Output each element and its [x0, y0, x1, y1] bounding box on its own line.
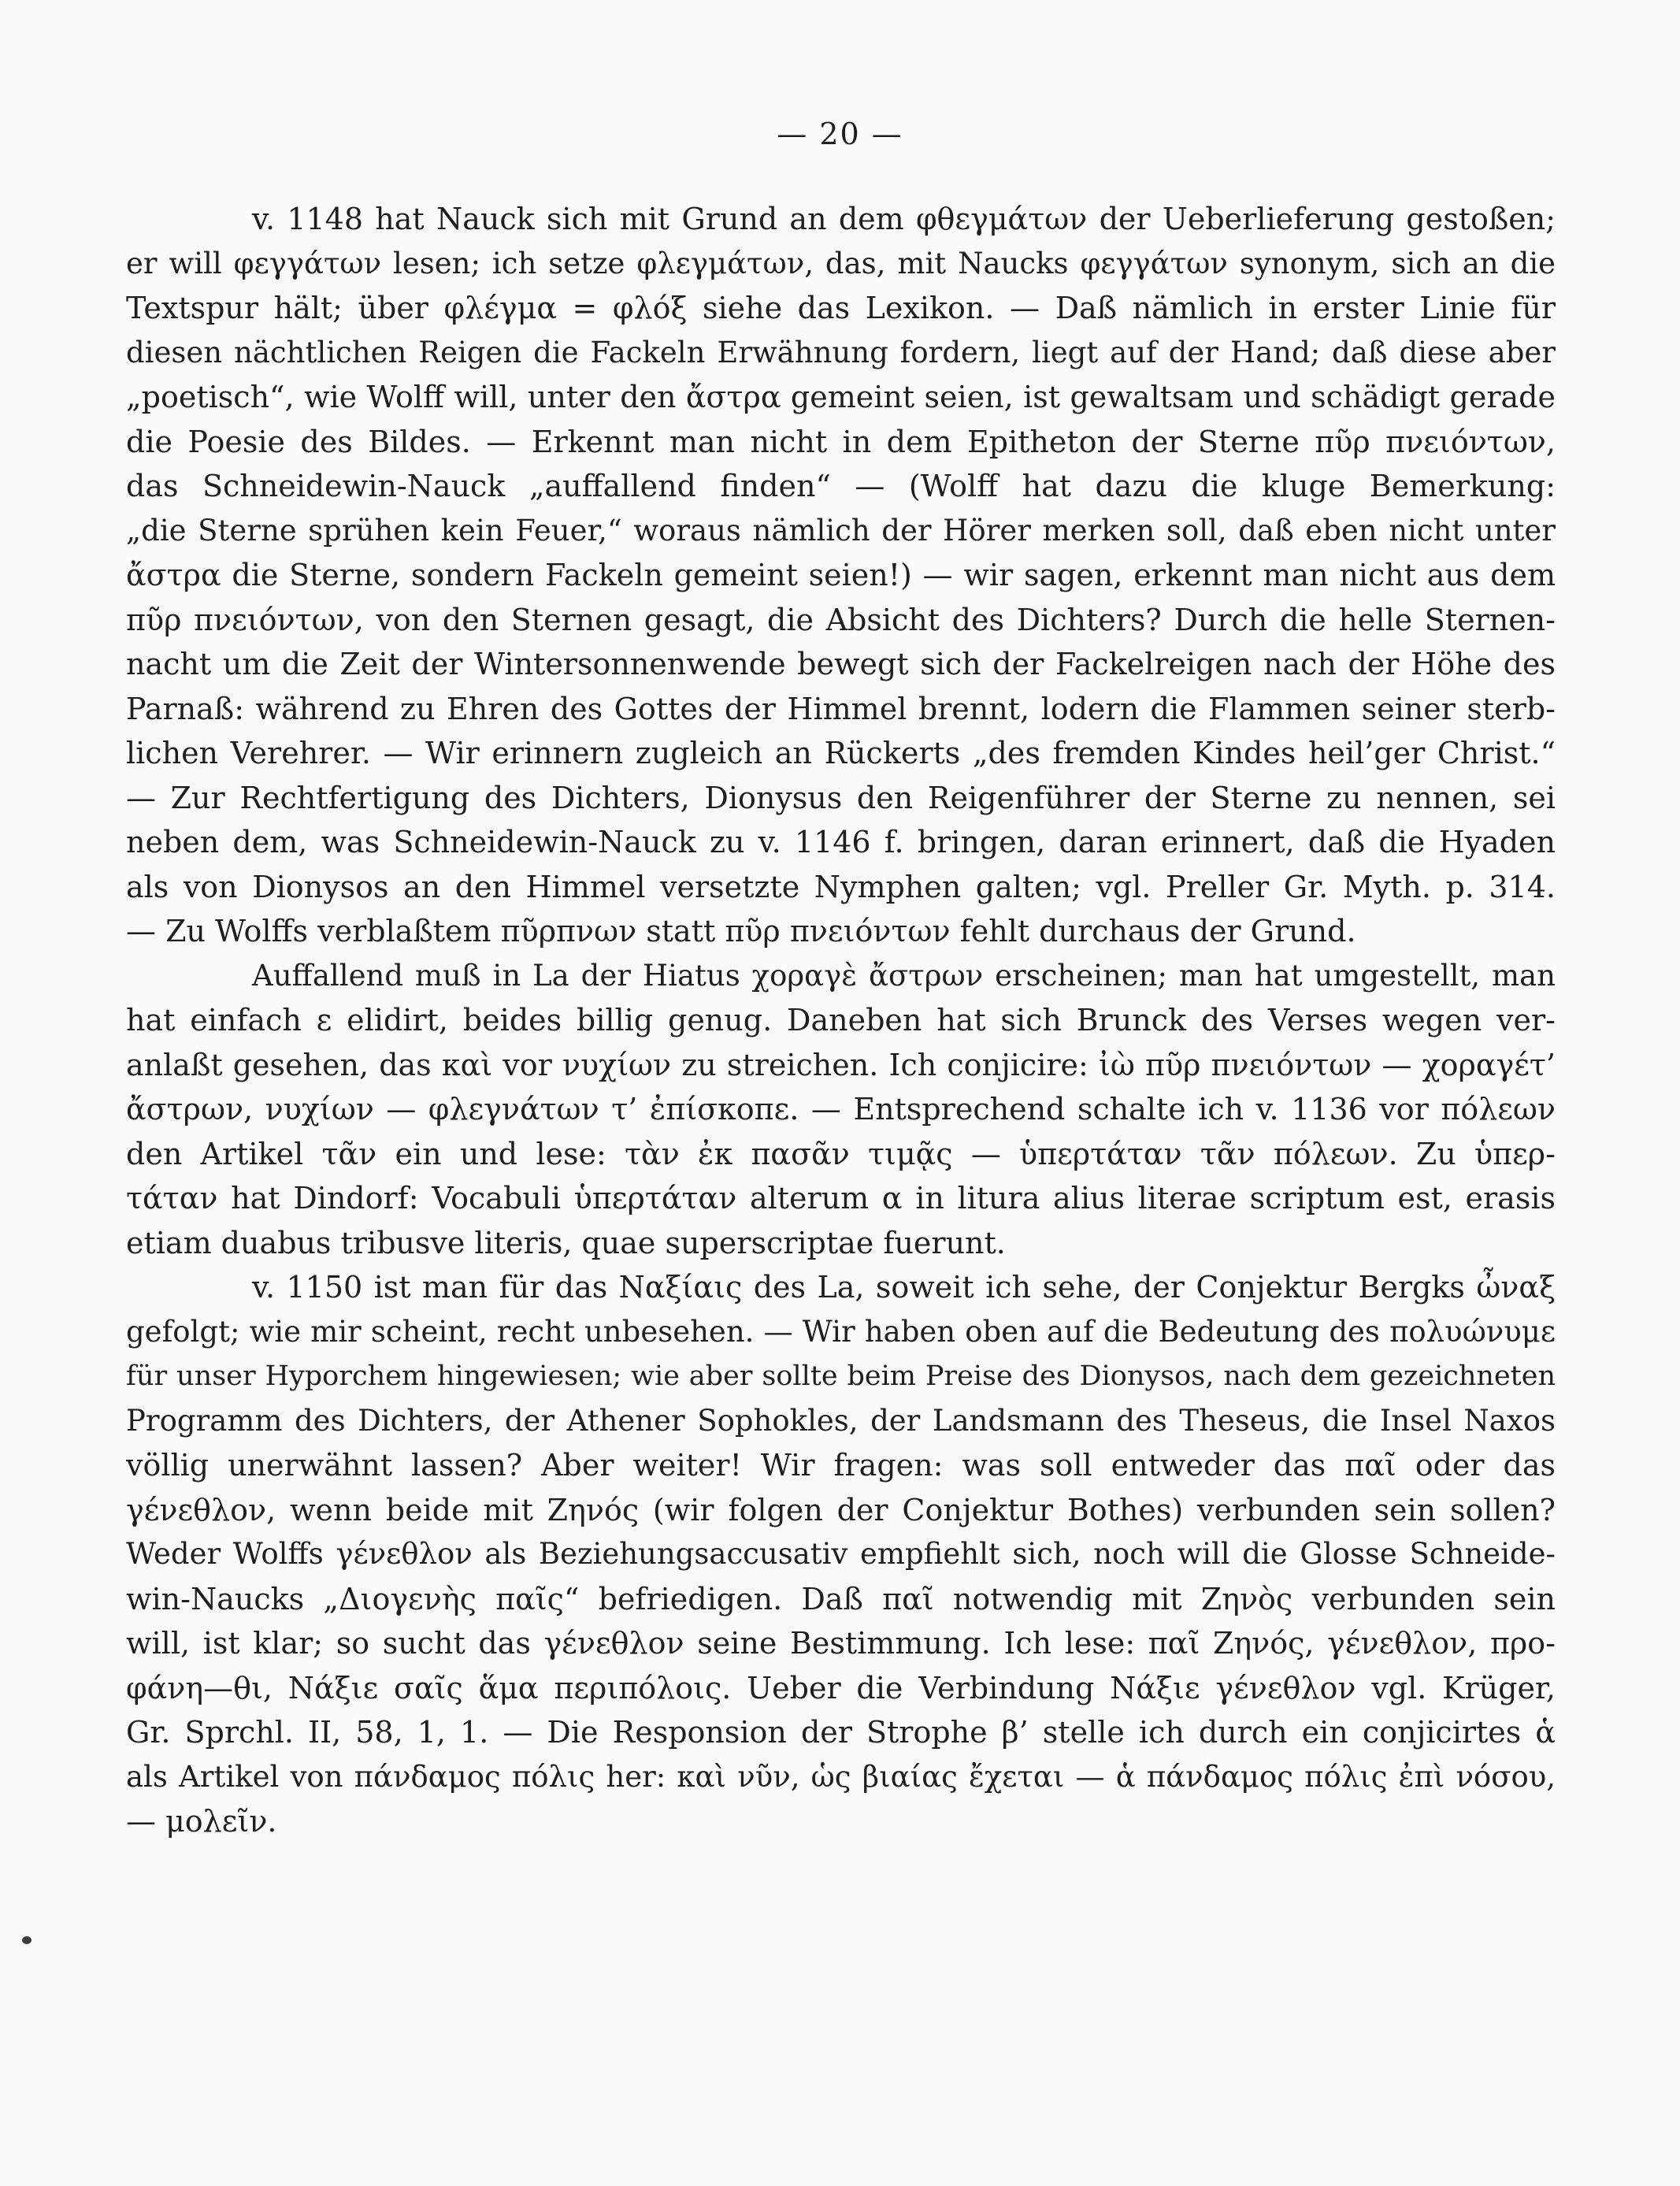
text-line: πῦρ πνειόντων, von den Sternen gesagt, die Absicht des Dichters? Durch die helle Sternen- [126, 602, 1556, 637]
text-line: er will φεγγάτων lesen; ich setze φλεγμάτων, das, mit Naucks φεγγάτων synonym, sich an die [126, 246, 1556, 280]
text-line: will, ist klar; so sucht das γένεθλον seine Bestimmung. Ich lese: παῖ Ζηνός, γένεθλον, προ- [126, 1626, 1556, 1661]
text-line: das Schneidewin-Nauck „auffallend finden“ — (Wolff hat dazu die kluge Bemerkung: [126, 469, 1556, 503]
page-number: — 20 — [777, 117, 903, 151]
text-line: ἄστρων, νυχίων — φλεγνάτων τ’ ἐπίσκοπε. — Entsprechend schalte ich v. 1136 vor πόλεων [126, 1092, 1556, 1126]
text-line: die Poesie des Bildes. — Erkennt man nicht in dem Epitheton der Sterne πῦρ πνειόντων, [126, 424, 1556, 459]
text-line: für unser Hyporchem hingewiesen; wie aber sollte beim Preise des Dionysos, nach dem gezeichneten [126, 1360, 1556, 1392]
body-text [126, 197, 1556, 1844]
text-line: den Artikel τᾶν ein und lese: τὰν ἐκ πασᾶν τιμᾷς — ὑπερτάταν τᾶν πόλεων. Zu ὑπερ- [126, 1136, 1556, 1171]
text-line: völlig unerwähnt lassen? Aber weiter! Wir fragen: was soll entweder das παῖ oder das [126, 1448, 1556, 1483]
text-line: Textspur hält; über φλέγμα = φλόξ siehe das Lexikon. — Daß nämlich in erster Linie für [126, 291, 1556, 325]
text-line: „poetisch“, wie Wolff will, unter den ἄστρα gemeint seien, ist gewaltsam und schädigt gerade [126, 380, 1556, 414]
text-line: anlaßt gesehen, das καὶ vor νυχίων zu streichen. Ich conjicire: ἰὼ πῦρ πνειόντων — χοραγέτ’ [126, 1047, 1556, 1082]
text-line: γένεθλον, wenn beide mit Ζηνός (wir folgen der Conjektur Bothes) verbunden sein sollen? [126, 1492, 1556, 1527]
text-line: lichen Verehrer. — Wir erinnern zugleich an Rückerts „des fremden Kindes heil’ger Christ.“ [126, 736, 1556, 770]
text-line: v. 1150 ist man für das Ναξίαις des La, soweit ich sehe, der Conjektur Bergks ὦναξ [252, 1270, 1556, 1305]
text-line: diesen nächtlichen Reigen die Fackeln Erwähnung fordern, liegt auf der Hand; daß diese aber [126, 335, 1556, 369]
text-line: φάνη—θι, Νάξιε σαῖς ἅμα περιπόλοις. Ueber die Verbindung Νάξιε γένεθλον vgl. Krüger, [126, 1670, 1556, 1705]
text-line: — Zu Wolffs verblaßtem πῦρπνων statt πῦρ πνειόντων fehlt durchaus der Grund. [126, 914, 1356, 948]
print-speck [22, 1936, 32, 1944]
text-line: Programm des Dichters, der Athener Sophokles, der Landsmann des Theseus, die Insel Naxos [126, 1403, 1556, 1438]
text-line: „die Sterne sprühen kein Feuer,“ woraus nämlich der Hörer merken soll, daß eben nicht unter [126, 513, 1556, 547]
text-line: als von Dionysos an den Himmel versetzte Nymphen galten; vgl. Preller Gr. Myth. p. 314. [126, 869, 1556, 904]
text-line: Gr. Sprchl. II, 58, 1, 1. — Die Responsion der Strophe β’ stelle ich durch ein conjicirtes ἁ [126, 1715, 1556, 1750]
text-line: v. 1148 hat Nauck sich mit Grund an dem φθεγμάτων der Ueberlieferung gestoßen; [252, 202, 1556, 236]
text-line: Weder Wolffs γένεθλον als Beziehungsaccusativ empfiehlt sich, noch will die Glosse Schneide- [126, 1537, 1556, 1571]
text-line: etiam duabus tribusve literis, quae superscriptae fuerunt. [126, 1225, 1006, 1260]
text-line: Parnaß: während zu Ehren des Gottes der Himmel brennt, lodern die Flammen seiner sterb- [126, 691, 1556, 726]
text-line: ἄστρα die Sterne, sondern Fackeln gemeint seien!) — wir sagen, erkennt man nicht aus dem [126, 558, 1556, 592]
text-line: hat einfach ε elidirt, beides billig genug. Daneben hat sich Brunck des Verses wegen ver- [126, 1003, 1556, 1037]
text-line: win-Naucks „Διογενὴς παῖς“ befriedigen. Daß παῖ notwendig mit Ζηνὸς verbunden sein [126, 1581, 1556, 1616]
text-line: neben dem, was Schneidewin-Nauck zu v. 1146 f. bringen, daran erinnert, daß die Hyaden [126, 825, 1556, 859]
text-line: als Artikel von πάνδαμος πόλις her: καὶ νῦν, ὡς βιαίας ἔχεται — ἁ πάνδαμος πόλις ἐπὶ νόσου, [126, 1759, 1556, 1794]
text-line: gefolgt; wie mir scheint, recht unbesehen. — Wir haben oben auf die Bedeutung des πολυώνυμε [126, 1314, 1556, 1349]
text-line: τάταν hat Dindorf: Vocabuli ὑπερτάταν alterum α in litura alius literae scriptum est, erasis [126, 1181, 1556, 1215]
text-line: Auffallend muß in La der Hiatus χοραγὲ ἄστρων erscheinen; man hat umgestellt, man [252, 958, 1556, 993]
text-line: — Zur Rechtfertigung des Dichters, Dionysus den Reigenführer der Sterne zu nennen, sei [126, 780, 1556, 815]
text-line: nacht um die Zeit der Wintersonnenwende bewegt sich der Fackelreigen nach der Höhe des [126, 647, 1556, 681]
text-line: — μολεῖν. [126, 1804, 277, 1839]
